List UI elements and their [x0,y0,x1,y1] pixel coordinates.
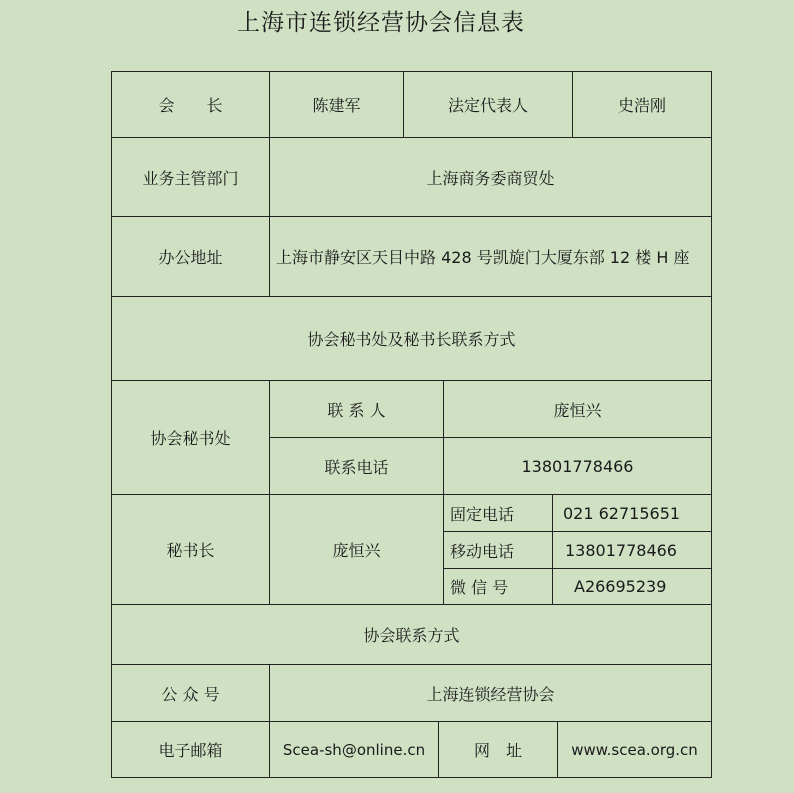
address-value: 上海市静安区天目中路 428 号凯旋门大厦东部 12 楼 H 座 [276,248,690,267]
email-label: 电子邮箱 [158,741,223,760]
secretariat-header: 协会秘书处及秘书长联系方式 [307,330,516,349]
secretary-general-name: 庞恒兴 [332,541,381,560]
table-line [111,777,712,778]
contact-person-value: 庞恒兴 [553,400,602,420]
website-link[interactable]: www.scea.org.cn [571,740,698,759]
email-link[interactable]: Scea-sh@online.cn [282,740,426,759]
supervisor-value: 上海商务委商贸处 [426,168,555,188]
association-contact-header: 协会联系方式 [363,626,460,645]
page-title: 上海市连锁经营协会信息表 [237,10,525,36]
mobile-value: 13801778466 [565,540,677,560]
address-label: 办公地址 [158,248,223,267]
public-account-value: 上海连锁经营协会 [426,684,555,704]
table-line [711,71,712,778]
landline-value: 021 62715651 [563,503,681,523]
public-account-label: 公 众 号 [161,684,220,704]
supervisor-label: 业务主管部门 [142,168,239,188]
contact-person-label: 联 系 人 [327,400,386,420]
president-label: 会 长 [158,96,223,115]
secretary-general-label: 秘书长 [166,541,215,560]
wechat-value: A26695239 [574,577,667,596]
legal-rep-label: 法定代表人 [447,96,528,115]
contact-phone-value: 13801778466 [521,456,634,476]
wechat-label: 微 信 号 [450,578,509,597]
website-label: 网 址 [473,741,522,760]
landline-label: 固定电话 [450,504,515,524]
president-name: 陈建军 [312,96,361,115]
mobile-label: 移动电话 [450,541,515,561]
contact-phone-label: 联系电话 [324,457,389,477]
secretariat-label: 协会秘书处 [150,429,231,448]
legal-rep-name: 史浩刚 [617,96,666,115]
